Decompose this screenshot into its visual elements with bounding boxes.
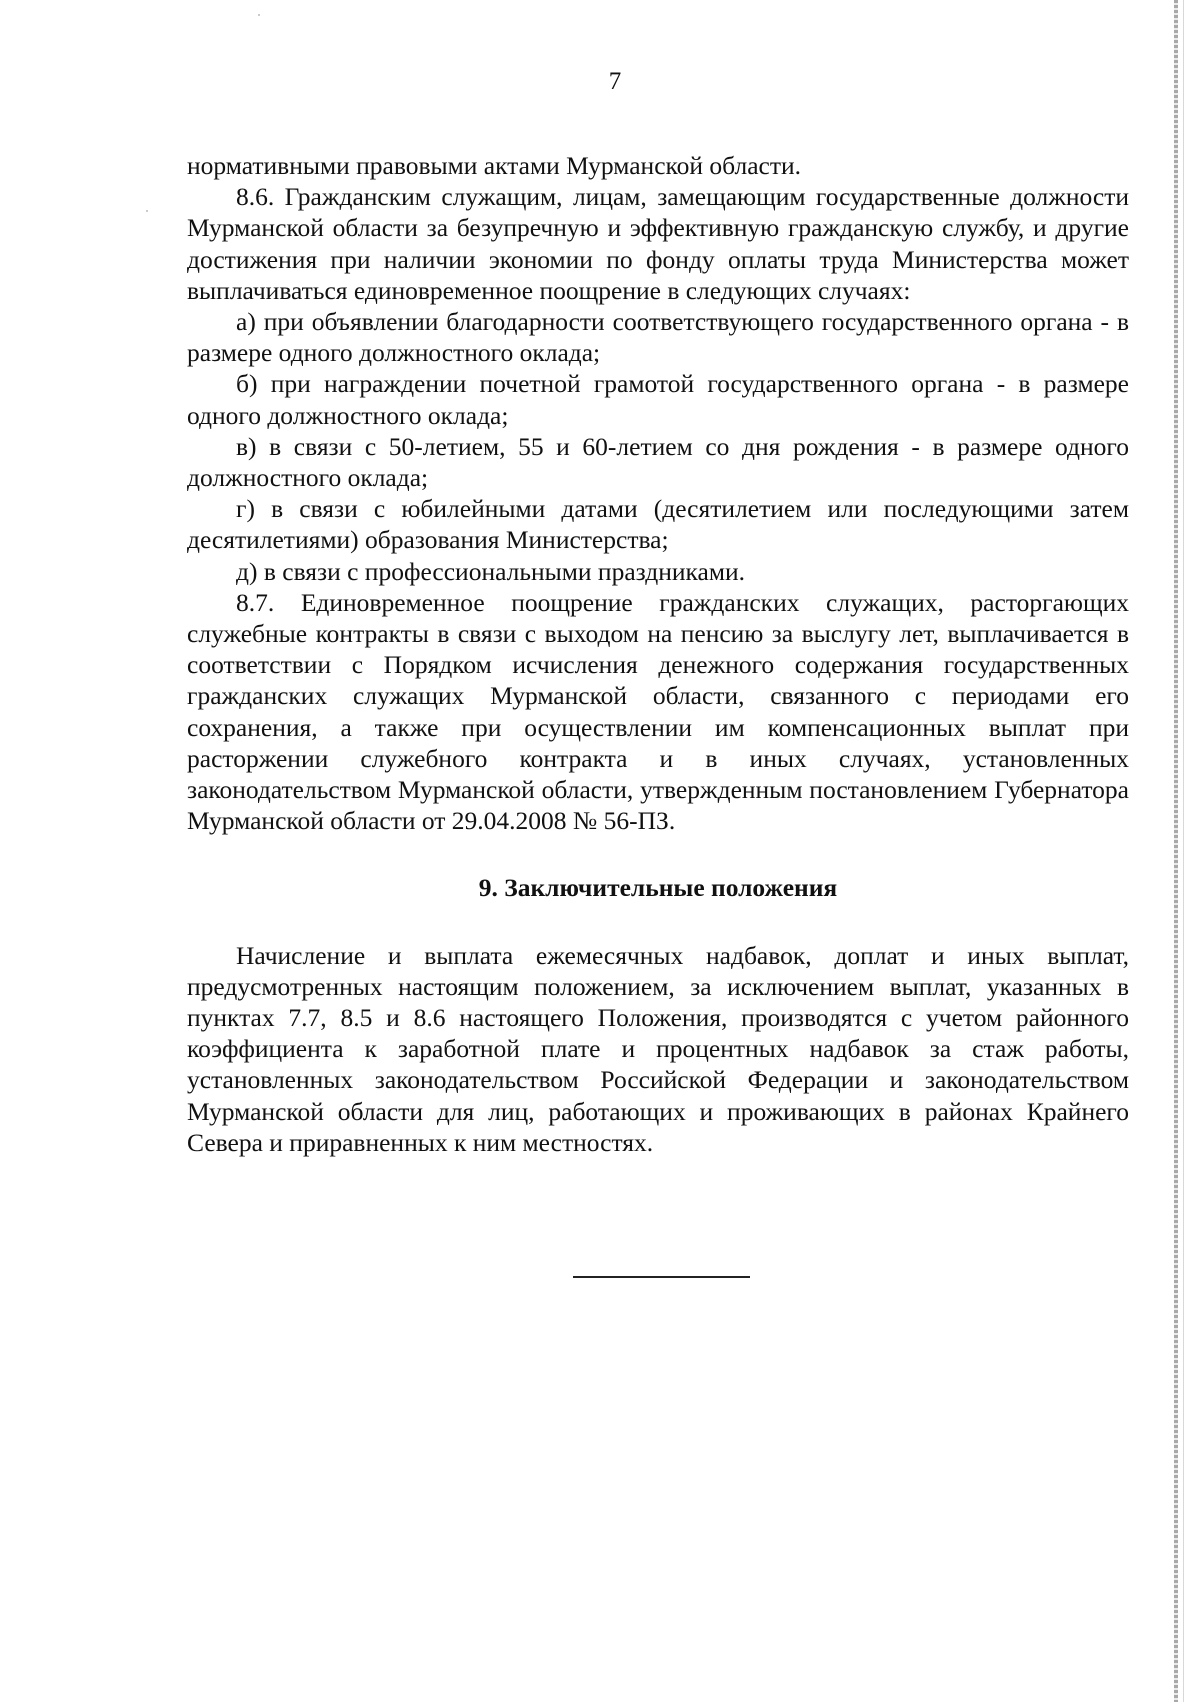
page-number: 7 — [608, 68, 622, 95]
scan-speck — [258, 14, 260, 16]
paragraph-8-6: 8.6. Гражданским служащим, лицам, замещающим государственные должности Мурманской области за безупречную и эффективную гражданскую службу, и другие достижения при наличии экономии по фонду оплаты труда Министерства может выплачиваться единовременное поощрение в следующих случаях: — [187, 182, 1129, 305]
paragraph-final: Начисление и выплата ежемесячных надбавок, доплат и иных выплат, предусмотренных настоящим положением, за исключением выплат, указанных в пунктах 7.7, 8.5 и 8.6 настоящего Положения, производятся с учетом районного коэффициента к заработной плате и процентных надбавок за стаж работы, установленных законодательством Российской Федерации и законодательством Мурманской области для лиц, работающих и проживающих в районах Крайнего Севера и приравненных к ним местностях. — [187, 940, 1129, 1157]
paragraph-continuation: нормативными правовыми актами Мурманской области. — [187, 151, 801, 180]
list-item-a: а) при объявлении благодарности соответствующего государственного органа - в размере одного должностного оклада; — [187, 307, 1129, 368]
scan-edge-artifact — [1174, 0, 1178, 1702]
paragraph-8-7: 8.7. Единовременное поощрение гражданских служащих, расторгающих служебные контракты в связи с выходом на пенсию за выслугу лет, выплачивается в соответствии с Порядком исчисления денежного содержания государственных гражданских служащих Мурманской области, связанного с периодами его сохранения, а также при осуществлении им компенсационных выплат при расторжении служебного контракта и в иных случаях, установленных законодательством Мурманской области, утвержденным постановлением Губернатора Мурманской области от 29.04.2008 № 56-ПЗ. — [187, 587, 1129, 836]
scan-edge-line — [1183, 0, 1184, 1702]
list-item-g: г) в связи с юбилейными датами (десятилетием или последующими затем десятилетиями) образования Министерства; — [187, 494, 1129, 555]
list-item-b: б) при награждении почетной грамотой государственного органа - в размере одного должностного оклада; — [187, 369, 1129, 430]
list-item-d: д) в связи с профессиональными праздниками. — [236, 556, 746, 586]
list-item-v: в) в связи с 50-летием, 55 и 60-летием со дня рождения - в размере одного должностного оклада; — [187, 431, 1129, 493]
section-heading: 9. Заключительные положения — [478, 873, 838, 903]
end-rule — [573, 1276, 750, 1278]
scan-speck — [146, 210, 148, 212]
document-body — [187, 150, 1129, 1158]
